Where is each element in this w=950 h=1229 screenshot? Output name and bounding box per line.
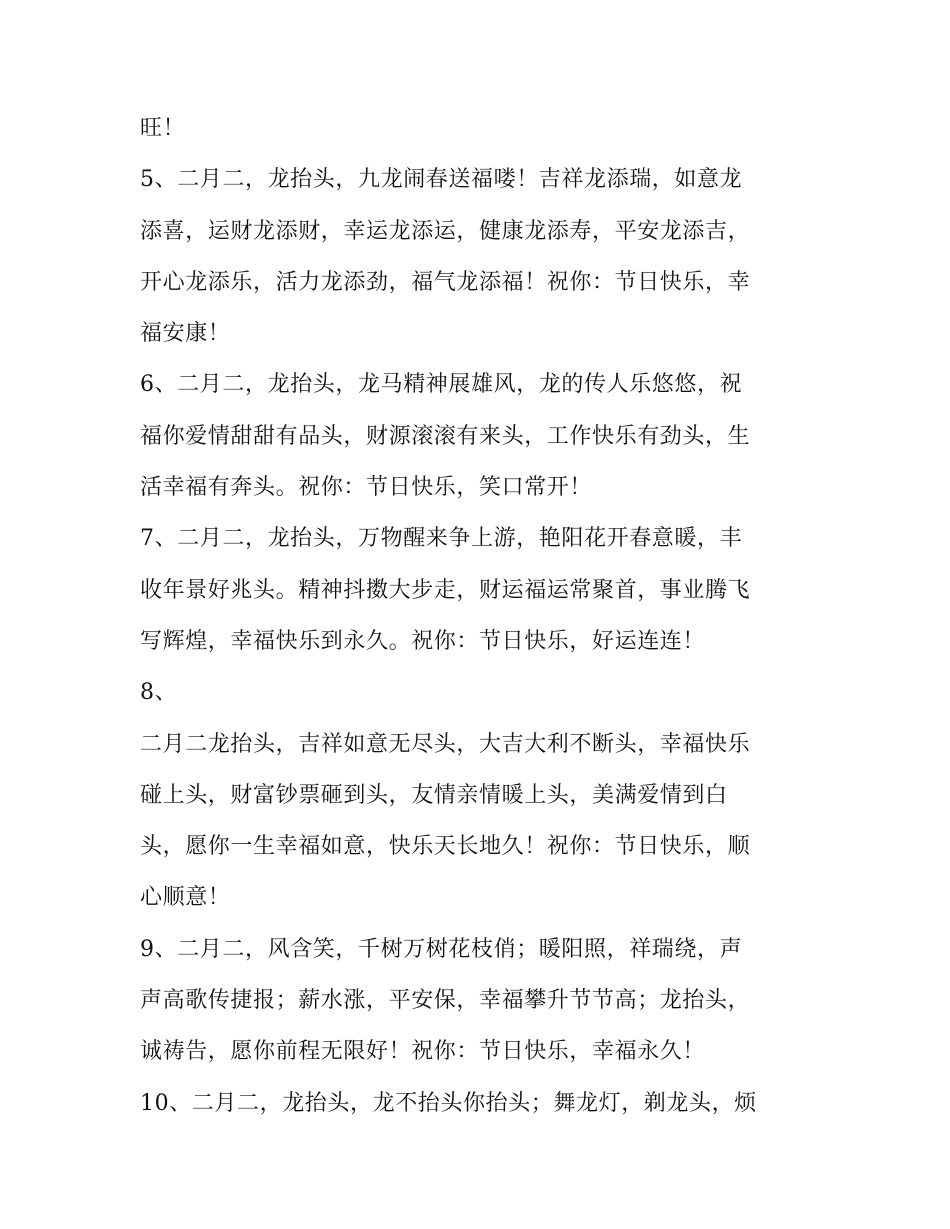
text-line: 开心龙添乐，活力龙添劲，福气龙添福！祝你：节日快乐，幸 xyxy=(140,269,751,295)
text-line: 碰上头，财富钞票砸到头，友情亲情暖上头，美满爱情到白 xyxy=(140,782,728,808)
text-line: 收年景好兆头。精神抖擞大步走，财运福运常聚首，事业腾飞 xyxy=(140,577,751,603)
text-line: 福你爱情甜甜有品头，财源滚滚有来头，工作快乐有劲头，生 xyxy=(140,423,751,449)
text-line: 旺！ xyxy=(140,116,186,141)
text-line: 活幸福有奔头。祝你：节日快乐，笑口常开！ xyxy=(140,475,593,501)
text-line: 5、二月二，龙抬头，九龙闹春送福喽！吉祥龙添瑞，如意龙 xyxy=(140,167,743,193)
text-line: 9、二月二，风含笑，千树万树花枝俏；暖阳照，祥瑞绕，声 xyxy=(140,936,743,962)
text-line: 诚祷告，愿你前程无限好！祝你：节日快乐，幸福永久！ xyxy=(140,1039,706,1065)
text-line: 二月二龙抬头，吉祥如意无尽头，大吉大利不断头，幸福快乐 xyxy=(140,731,751,757)
body-text xyxy=(140,103,820,1129)
text-line: 福安康！ xyxy=(140,321,231,347)
text-line: 写辉煌，幸福快乐到永久。祝你：节日快乐，好运连连！ xyxy=(140,628,706,654)
text-line: 10、二月二，龙抬头，龙不抬头你抬头；舞龙灯，剃龙头，烦 xyxy=(140,1090,757,1116)
text-line: 7、二月二，龙抬头，万物醒来争上游，艳阳花开春意暖，丰 xyxy=(140,526,743,552)
text-line: 添喜，运财龙添财，幸运龙添运，健康龙添寿，平安龙添吉， xyxy=(140,218,751,244)
text-line: 头，愿你一生幸福如意，快乐天长地久！祝你：节日快乐，顺 xyxy=(140,834,751,860)
text-line: 8、 xyxy=(140,680,178,706)
text-line: 6、二月二，龙抬头，龙马精神展雄风，龙的传人乐悠悠，祝 xyxy=(140,372,743,398)
text-line: 心顺意！ xyxy=(140,885,231,911)
text-line: 声高歌传捷报；薪水涨，平安保，幸福攀升节节高；龙抬头， xyxy=(140,988,751,1014)
